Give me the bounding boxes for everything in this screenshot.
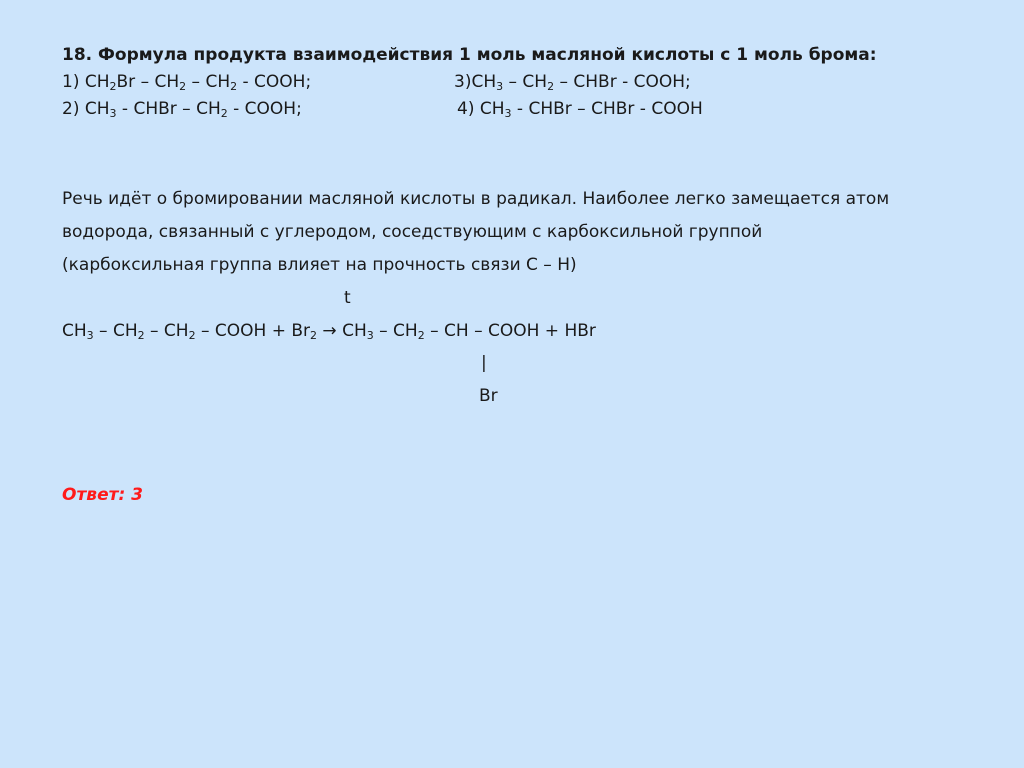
option-2: 2) $CH_3$ - CHBr – $CH_2$ - COOH; [62, 99, 302, 120]
explanation-line-3: (карбоксильная группа влияет на прочность связи С – Н) [62, 255, 577, 275]
option-4: 4) $CH_3$ - CHBr – CHBr - COOH [457, 99, 703, 120]
option-3: $3)CH_3 - CH_2$ – CHBr - COOH; [454, 72, 691, 93]
answer-text: Ответ: 3 [62, 485, 143, 505]
bromine-substituent: Br [479, 386, 498, 406]
reaction-equation: $CH_3 - CH_2 - CH_2$ – COOH + $Br_2 \to CH_3 - CH_2$ – CH – COOH + HBr [62, 321, 596, 342]
explanation-line-1: Речь идёт о бромировании масляной кислоты в радикал. Наиболее легко замещается атом [62, 189, 890, 209]
explanation-line-2: водорода, связанный с углеродом, соседствующим с карбоксильной группой [62, 222, 763, 242]
reaction-condition: t [344, 288, 351, 308]
question-title: 18. Формула продукта взаимодействия 1 моль масляной кислоты с 1 моль брома: [62, 45, 877, 65]
bond-line: | [481, 353, 487, 373]
option-1: 1) $CH_2Br - CH_2 - CH_2$ - COOH; [62, 72, 312, 93]
